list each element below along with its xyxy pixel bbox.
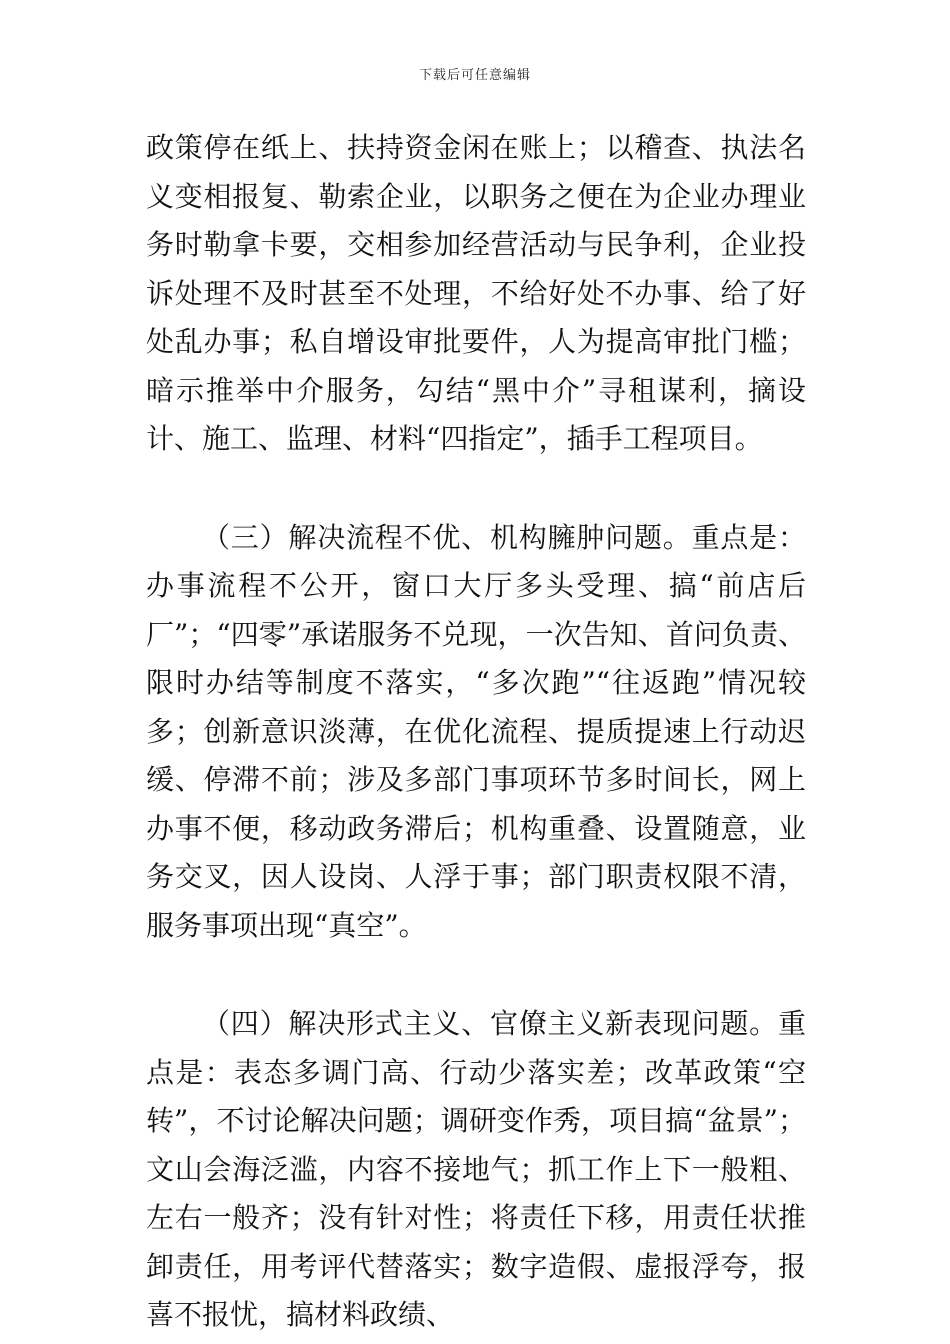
header-note: 下载后可任意编辑 xyxy=(418,68,531,83)
paragraph-continued: 政策停在纸上、扶持资金闲在账上；以稽查、执法名义变相报复、勒索企业，以职务之便在为企业办理业务时勒拿卡要，交相参加经营活动与民争利，企业投诉处理不及时甚至不处理，不给好处不办事、给了好处乱办事；私自增设审批要件，人为提高审批门槛；暗示推举中介服务，勾结“黑中介”寻租谋利，摘设计、施工、监理、材料“四指定”，插手工程项目。 xyxy=(146,131,806,455)
document-body xyxy=(146,124,806,1340)
paragraph-section-3: （三）解决流程不优、机构臃肿问题。重点是：办事流程不公开，窗口大厅多头受理、搞“前店后厂”；“四零”承诺服务不兑现，一次告知、首问负责、限时办结等制度不落实，“多次跑”“往返跑”情况较多；创新意识淡薄，在优化流程、提质提速上行动迟缓、停滞不前；涉及多部门事项环节多时间长，网上办事不便，移动政务滞后；机构重叠、设置随意，业务交叉，因人设岗、人浮于事；部门职责权限不清，服务事项出现“真空”。 xyxy=(146,520,806,942)
paragraph-section-4: （四）解决形式主义、官僚主义新表现问题。重点是：表态多调门高、行动少落实差；改革政策“空转”，不讨论解决问题；调研变作秀，项目搞“盆景”；文山会海泛滥，内容不接地气；抓工作上下一般粗、左右一般齐；没有针对性；将责任下移，用责任状推卸责任，用考评代替落实；数字造假、虚报浮夸，报喜不报忧，搞材料政绩、 xyxy=(146,1007,806,1331)
